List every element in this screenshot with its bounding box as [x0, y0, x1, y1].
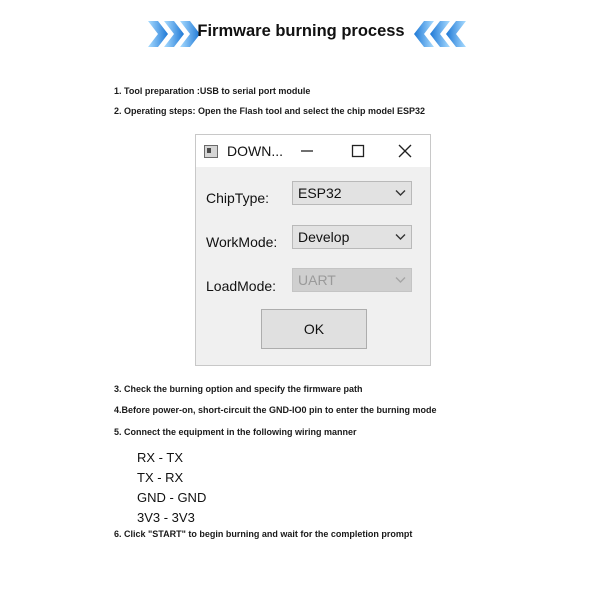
- page-header: [0, 18, 600, 50]
- chip-type-select[interactable]: [292, 181, 412, 205]
- load-mode-select: [292, 268, 412, 292]
- wiring-gnd-gnd: GND - GND: [137, 490, 207, 505]
- window-app-icon: [204, 145, 218, 158]
- step-5-text: 5. Connect the equipment in the following wiring manner: [114, 427, 357, 437]
- chevron-down-icon: [395, 189, 406, 197]
- dialog-title: DOWN...: [227, 143, 283, 159]
- page-title: Firmware burning process: [197, 22, 405, 40]
- chip-type-label: ChipType:: [206, 190, 270, 206]
- work-mode-label: WorkMode:: [206, 234, 278, 250]
- load-mode-label: LoadMode:: [206, 278, 277, 294]
- ok-button[interactable]: OK: [261, 309, 367, 349]
- chevron-down-icon: [395, 276, 406, 284]
- chip-type-value: ESP32: [298, 185, 342, 201]
- work-mode-value: Develop: [298, 229, 350, 245]
- minimize-icon[interactable]: [295, 141, 319, 161]
- step-3-text: 3. Check the burning option and specify the firmware path: [114, 384, 363, 394]
- chevron-down-icon: [395, 233, 406, 241]
- wiring-tx-rx: TX - RX: [137, 470, 184, 485]
- work-mode-select[interactable]: [292, 225, 412, 249]
- step-1-text: 1. Tool preparation :USB to serial port module: [114, 86, 311, 96]
- wiring-3v3-3v3: 3V3 - 3V3: [137, 510, 195, 525]
- load-mode-value: UART: [298, 272, 336, 288]
- dialog-titlebar[interactable]: [196, 135, 430, 167]
- chevrons-left-icon: [412, 21, 466, 47]
- close-icon[interactable]: [393, 141, 417, 161]
- step-2-text: 2. Operating steps: Open the Flash tool and select the chip model ESP32: [114, 106, 426, 116]
- step-6-text: 6. Click "START" to begin burning and wait for the completion prompt: [114, 529, 413, 539]
- wiring-rx-tx: RX - TX: [137, 450, 183, 465]
- maximize-icon[interactable]: [346, 141, 370, 161]
- step-4-text: 4.Before power-on, short-circuit the GND-IO0 pin to enter the burning mode: [114, 405, 437, 415]
- download-dialog: [195, 134, 431, 366]
